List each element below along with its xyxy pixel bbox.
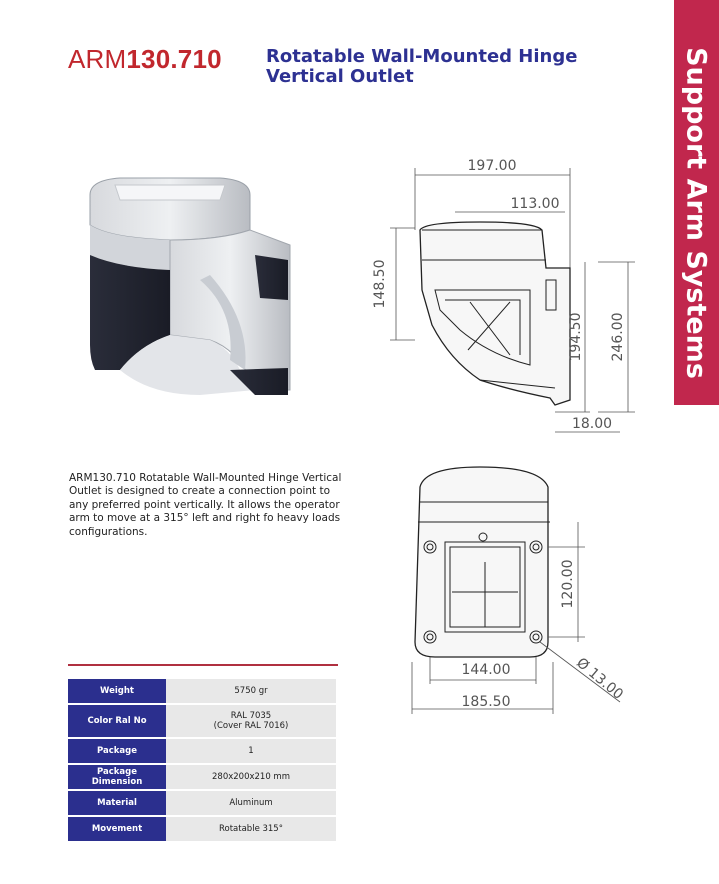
dim-left-height: 148.50 — [372, 259, 388, 309]
spec-value-line-2: (Cover RAL 7016) — [213, 721, 289, 731]
dim-overall-width: 197.00 — [467, 158, 517, 174]
spec-row — [68, 739, 336, 763]
spec-row — [68, 765, 336, 789]
product-description: ARM130.710 Rotatable Wall-Mounted Hinge Vertical Outlet is designed to create a connection point to any preferred point vertically. It allows the operator arm to move at a 315° left and right fo heavy loads configurations. — [69, 472, 342, 538]
spec-value: Rotatable 315° — [166, 817, 336, 841]
side-view-drawing — [360, 150, 640, 440]
spec-value: 5750 gr — [166, 679, 336, 703]
spec-value: Aluminum — [166, 791, 336, 815]
spec-value: 1 — [166, 739, 336, 763]
spec-row — [68, 705, 336, 737]
spec-label: Color Ral No — [68, 705, 166, 737]
dim-total-height: 246.00 — [610, 312, 626, 362]
product-photo — [80, 170, 300, 400]
title-line-1: Rotatable Wall-Mounted Hinge — [266, 46, 578, 67]
title-line-2: Vertical Outlet — [266, 66, 414, 87]
product-code: ARM130.710 — [68, 44, 222, 74]
dim-hole: Ø 13.00 — [573, 654, 626, 703]
dim-inner-width: 113.00 — [510, 196, 560, 212]
spec-value-line-1: RAL 7035 — [230, 711, 272, 721]
spec-row — [68, 791, 336, 815]
spec-label: Material — [68, 791, 166, 815]
dim-foot: 18.00 — [571, 416, 613, 432]
side-tab-label: Support Arm Systems — [680, 47, 712, 379]
dim-front-outer-width: 185.50 — [461, 694, 511, 710]
spec-table — [68, 677, 336, 843]
spec-value: 280x200x210 mm — [166, 765, 336, 789]
front-view-drawing — [400, 462, 670, 722]
spec-row — [68, 817, 336, 841]
spec-label: Weight — [68, 679, 166, 703]
spec-label: Package — [68, 739, 166, 763]
spec-value — [166, 705, 336, 737]
product-title — [266, 47, 626, 87]
dim-front-height: 120.00 — [560, 559, 576, 609]
dim-inner-height: 194.50 — [568, 312, 584, 362]
spec-label: Movement — [68, 817, 166, 841]
spec-row — [68, 679, 336, 703]
dim-front-inner-width: 144.00 — [461, 662, 511, 678]
spec-label: Package Dimension — [68, 765, 166, 789]
divider — [68, 664, 338, 666]
